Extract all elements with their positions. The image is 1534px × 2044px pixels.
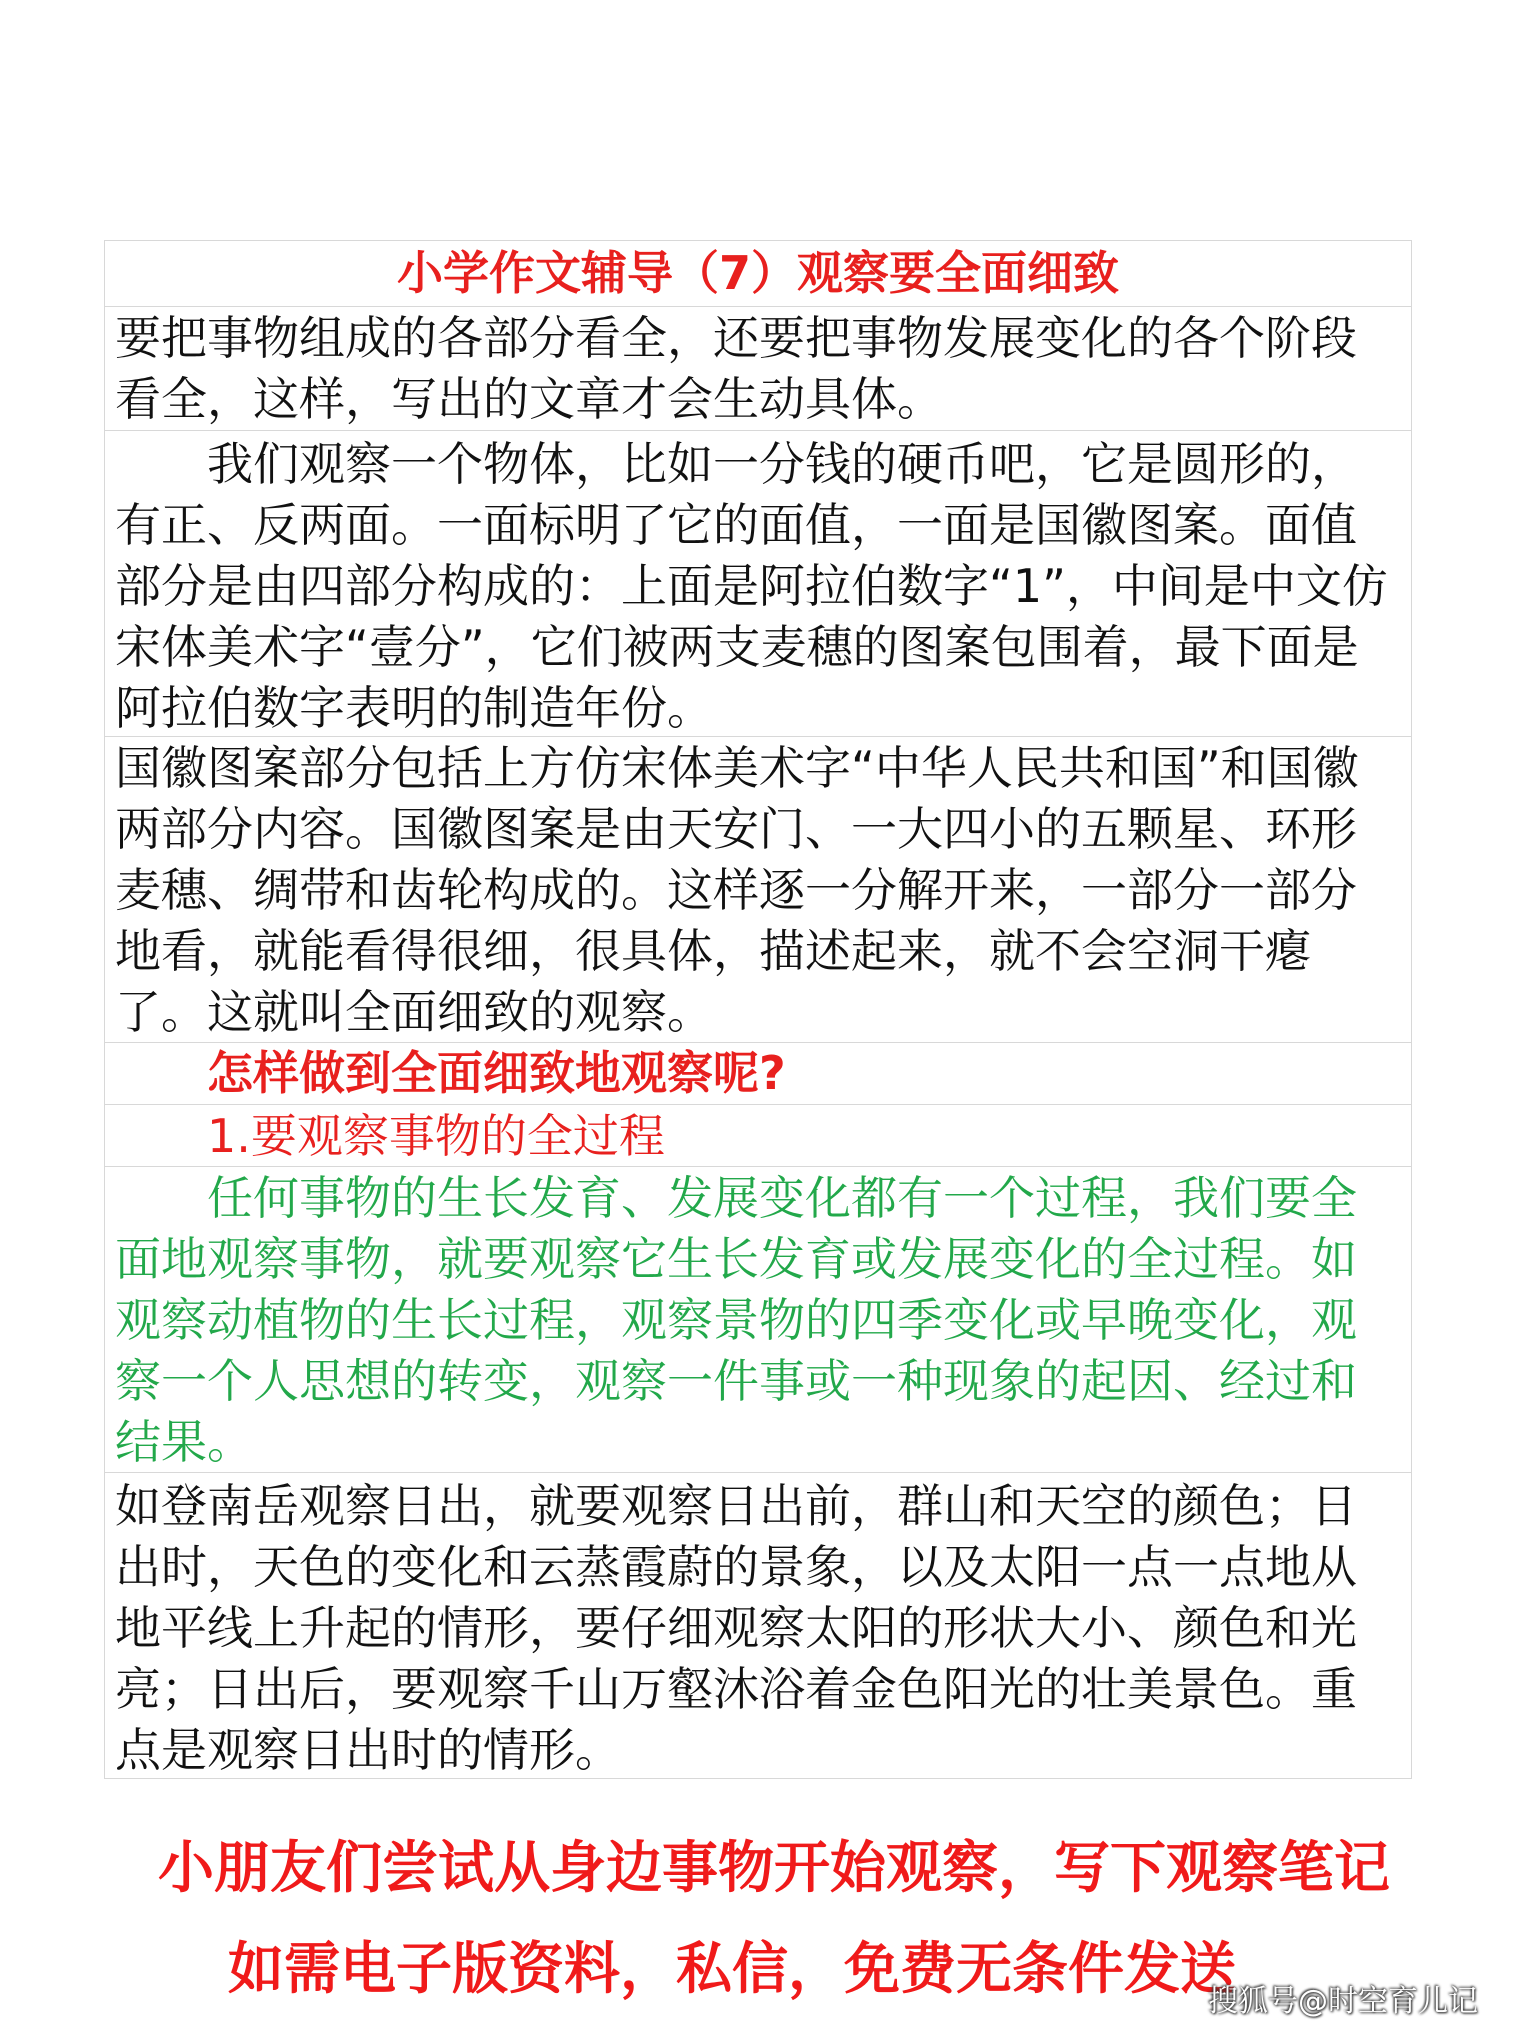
coin-paragraph: 我们观察一个物体，比如一分钱的硬币吧，它是圆形的，有正、反两面。一面标明了它的面值，一面是国徽图案。面值部分是由四部分构成的：上面是阿拉伯数字“1”，中间是中文仿宋体美术字“壹分”，它们被两支麦穗的图案包围着，最下面是阿拉伯数字表明的制造年份。 <box>105 431 1411 737</box>
emblem-paragraph: 国徽图案部分包括上方仿宋体美术字“中华人民共和国”和国徽两部分内容。国徽图案是由天安门、一大四小的五颗星、环形麦穗、绸带和齿轮构成的。这样逐一分解开来，一部分一部分地看，就能看得很细，很具体，描述起来，就不会空洞干瘪了。这就叫全面细致的观察。 <box>105 737 1411 1043</box>
intro-paragraph: 要把事物组成的各部分看全，还要把事物发展变化的各个阶段看全，这样，写出的文章才会生动具体。 <box>105 307 1411 431</box>
question-heading: 怎样做到全面细致地观察呢? <box>105 1043 1411 1105</box>
sohu-watermark: 搜狐号@时空育儿记 <box>1208 1984 1478 2019</box>
sunrise-example-paragraph: 如登南岳观察日出，就要观察日出前，群山和天空的颜色；日出时，天色的变化和云蒸霞蔚的景象，以及太阳一点一点地从地平线上升起的情形，要仔细观察太阳的形状大小、颜色和光亮；日出后，要观察千山万壑沐浴着金色阳光的壮美景色。重点是观察日出时的情形。 <box>105 1473 1411 1779</box>
point1-heading: 1.要观察事物的全过程 <box>105 1105 1411 1167</box>
promo-line-observation: 小朋友们尝试从身边事物开始观察，写下观察笔记 <box>158 1836 1390 1901</box>
promo-line-material: 如需电子版资料，私信，免费无条件发送 <box>228 1937 1236 2002</box>
article-title: 小学作文辅导（7）观察要全面细致 <box>105 241 1411 307</box>
point1-paragraph: 任何事物的生长发育、发展变化都有一个过程，我们要全面地观察事物，就要观察它生长发育或发展变化的全过程。如观察动植物的生长过程，观察景物的四季变化或早晚变化，观察一个人思想的转变，观察一件事或一种现象的起因、经过和结果。 <box>105 1167 1411 1473</box>
article-table <box>104 240 1412 1779</box>
